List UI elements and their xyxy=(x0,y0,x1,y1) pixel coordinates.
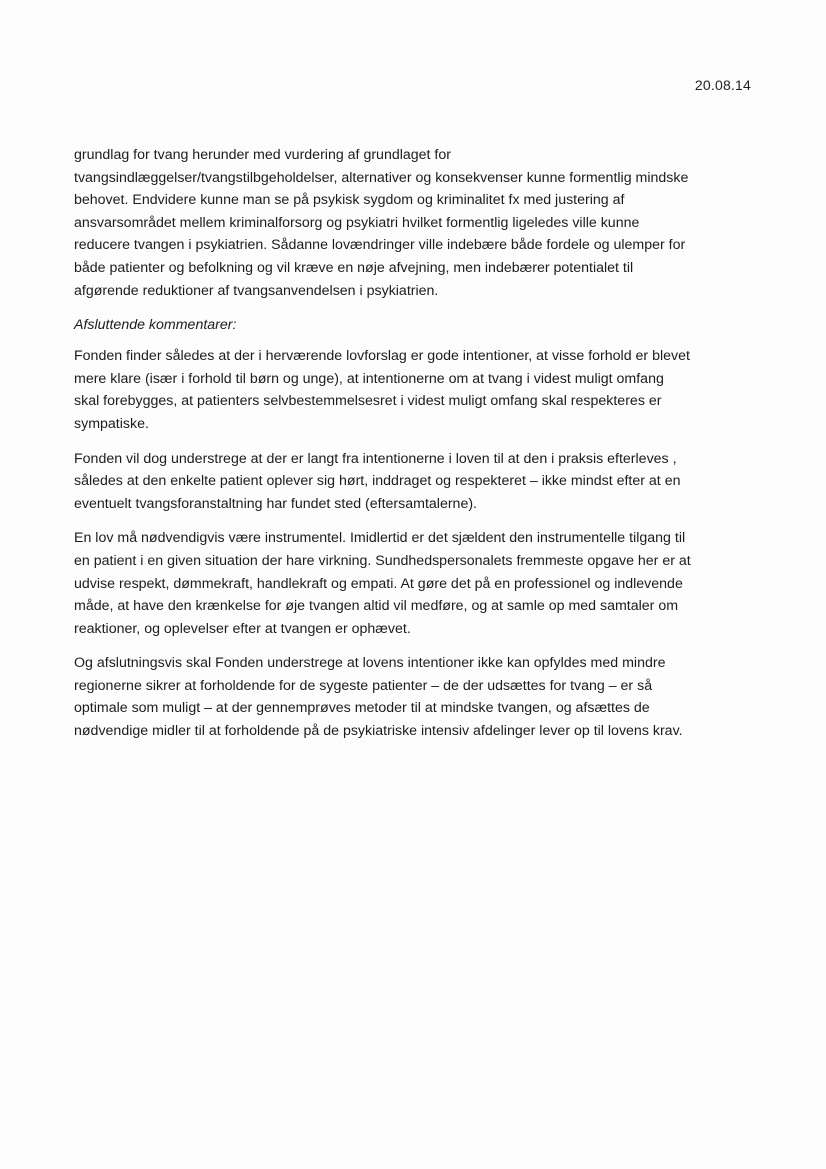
text-line: behovet. Endvidere kunne man se på psykisk sygdom og kriminalitet fx med justering af xyxy=(74,192,625,209)
paragraph-4 xyxy=(74,527,756,640)
text-line: tvangsindlæggelser/tvangstilbgeholdelser, alternativer og konsekvenser kunne formentlig mindske xyxy=(74,169,689,186)
text-line: En lov må nødvendigvis være instrumentel. Imidlertid er det sjældent den instrumentelle tilgang til xyxy=(74,530,686,547)
text-line: reaktioner, og oplevelser efter at tvangen er ophævet. xyxy=(74,620,411,637)
text-line: således at den enkelte patient oplever sig hørt, inddraget og respekteret – ikke mindst efter at en xyxy=(74,473,681,490)
text-line: skal forebygges, at patienters selvbestemmelsesret i videst muligt omfang skal respekteres er xyxy=(74,393,662,410)
text-line: nødvendige midler til at forholdende på de psykiatriske intensiv afdelinger lever op til lovens krav. xyxy=(74,723,683,740)
text-line: grundlag for tvang herunder med vurdering af grundlaget for xyxy=(74,147,451,163)
text-line: optimale som muligt – at der gennemprøves metoder til at mindske tvangen, og afsættes de xyxy=(74,700,650,717)
text-line: afgørende reduktioner af tvangsanvendelsen i psykiatrien. xyxy=(74,282,439,299)
text-line: Fonden finder således at der i herværende lovforslag er gode intentioner, at visse forhold er blevet xyxy=(74,348,690,365)
paragraph-1 xyxy=(74,144,756,302)
text-line: udvise respekt, dømmekraft, handlekraft og empati. At gøre det på en professionel og indlevende xyxy=(74,575,683,592)
text-line: ansvarsområdet mellem kriminalforsorg og psykiatri hvilket formentlig ligeledes ville kunne xyxy=(74,214,640,231)
text-line: reducere tvangen i psykiatrien. Sådanne lovændringer ville indebære både fordele og ulemper for xyxy=(74,237,686,254)
section-heading: Afsluttende kommentarer: xyxy=(74,317,237,334)
text-line: sympatiske. xyxy=(74,415,149,432)
text-line: regionerne sikrer at forholdende for de sygeste patienter – de der udsættes for tvang – er så xyxy=(74,677,653,694)
paragraph-5 xyxy=(74,652,756,742)
text-line: Og afslutningsvis skal Fonden understrege at lovens intentioner ikke kan opfyldes med mindre xyxy=(74,655,666,672)
text-line: eventuelt tvangsforanstaltning har fundet sted (eftersamtalerne). xyxy=(74,495,477,512)
text-line: mere klare (især i forhold til børn og unge), at intentionerne om at tvang i videst muligt omfang xyxy=(74,370,664,387)
paragraph-2 xyxy=(74,345,756,435)
text-line: Fonden vil dog understrege at der er langt fra intentionerne i loven til at den i praksis efterleves , xyxy=(74,450,677,467)
text-line: måde, at have den krænkelse for øje tvangen altid vil medføre, og at samle op med samtaler om xyxy=(74,598,679,615)
document-date: 20.08.14 xyxy=(694,77,751,93)
text-line: en patient i en given situation der hare virkning. Sundhedspersonalets fremmeste opgave her er at xyxy=(74,552,691,569)
text-line: både patienter og befolkning og vil kræve en nøje afvejning, men indebærer potentialet til xyxy=(74,259,634,276)
document-body xyxy=(74,144,756,755)
paragraph-3 xyxy=(74,448,756,516)
